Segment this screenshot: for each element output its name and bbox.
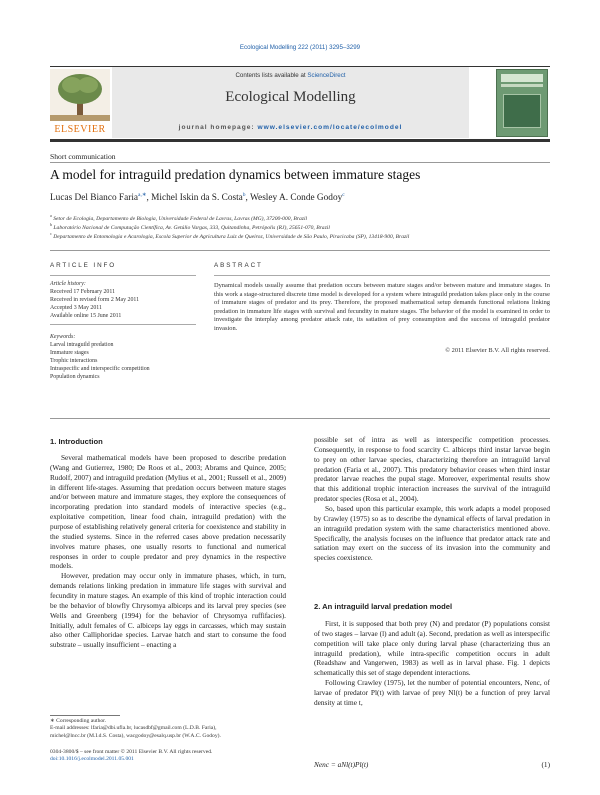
affiliation-a: $^a$ Setor de Ecologia, Departamento de Biologia, Universidade Federal de Lavras, Lavras (MG), 37200-000, Brazil	[50, 213, 308, 222]
article-info-heading: ARTICLE INFO	[50, 262, 117, 269]
abstract-heading: ABSTRACT	[214, 262, 263, 269]
author-2-affil-link[interactable]: b	[242, 192, 246, 198]
elsevier-wordmark: ELSEVIER	[54, 124, 106, 135]
email-addresses[interactable]: E-mail addresses: lfaria@dbi.ufla.br, lucasdbf@gmail.com (L.D.B. Faria),	[50, 725, 217, 732]
article-history	[50, 280, 139, 320]
keyword: Larval intraguild predation	[50, 342, 114, 348]
journal-citation[interactable]: Ecological Modelling 222 (2011) 3295–3299	[239, 44, 361, 51]
history-online: Available online 15 June 2011	[50, 313, 122, 319]
equation-1	[314, 760, 550, 769]
history-received: Received 17 February 2011	[50, 289, 116, 295]
divider	[50, 418, 550, 419]
section-type: Short communication	[50, 152, 116, 161]
contents-prefix: Contents lists available at	[235, 72, 308, 79]
keyword: Trophic interactions	[50, 358, 98, 364]
keywords-label: Keywords:	[50, 334, 76, 340]
homepage-prefix: journal homepage:	[178, 124, 258, 131]
elsevier-tree-icon	[50, 69, 110, 121]
corresponding-author-note: ∗ Corresponding author.	[50, 718, 107, 724]
introduction-text	[50, 453, 286, 650]
history-accepted: Accepted 3 May 2011	[50, 305, 102, 311]
keyword: Population dynamics	[50, 374, 100, 380]
affiliation-b: $^b$ Laboratório Nacional de Computação Científica, Av. Getúlio Vargas, 333, Quitandinha, Petrópolis (RJ), 25651-070, Brazil	[50, 222, 330, 231]
paragraph: However, predation may occur only in immature phases, which, in turn, demands relations linking predation in immature life stages with survival and fecundity in mature stages. An example of this kind of trophic interaction could be the behavior of blowfly Chrysomya albiceps and its larval prey species (see Wells and Greenberg (1994) for the behavior of Chrysomya ruffifacies). Initially, adult females of C. albiceps lay eggs in carcasses, which may sustain also other Calliphoridae species. Larvae hatch and start to consume the food substrate – usually insufficient – enacting a	[50, 571, 286, 650]
publication-info	[50, 749, 212, 764]
article-title: A model for intraguild predation dynamics between immature stages	[50, 167, 421, 182]
author-3: Wesley A. Conde Godoy	[250, 193, 343, 204]
journal-homepage	[112, 124, 469, 131]
sciencedirect-link[interactable]: ScienceDirect	[307, 72, 346, 79]
author-2: Michel Iskin da S. Costa	[151, 193, 243, 204]
divider	[50, 162, 550, 163]
author-3-affil-link[interactable]: c	[342, 192, 345, 198]
homepage-link[interactable]: www.elsevier.com/locate/ecolmodel	[257, 124, 403, 131]
history-label: Article history:	[50, 281, 86, 287]
header-band	[112, 67, 469, 138]
equation-body: Nenc = aNl(t)Pl(t)	[314, 760, 369, 769]
paragraph: Following Crawley (1975), let the number of potential encounters, Nenc, of larvae of predator Pl(t) with larvae of prey Nl(t) be a function of prey larval density at time t,	[314, 678, 550, 707]
keyword: Intraspecific and interspecific competition	[50, 366, 150, 372]
affiliation-c: $^c$ Departamento de Entomologia e Acarologia, Escola Superior de Agricultura Luiz de Queiroz, Universidade de São Paulo, Piracicaba (SP), 13418-900, Brazil	[50, 231, 410, 240]
footnote-divider	[50, 715, 120, 716]
section-heading-introduction: 1. Introduction	[50, 437, 103, 446]
contents-line	[112, 72, 469, 79]
history-revised: Received in revised form 2 May 2011	[50, 297, 140, 303]
equation-number: (1)	[541, 760, 550, 769]
section-heading-model: 2. An intraguild larval predation model	[314, 602, 453, 611]
copyright: © 2011 Elsevier B.V. All rights reserved.	[445, 347, 550, 354]
introduction-continued	[314, 435, 550, 563]
paragraph: possible set of intra as well as interspecific competition processes. Consequently, in response to food scarcity C. albiceps third instar larvae begin to prey on other larvae species, characterizing therefore an intraguild larval predation (Faria et al., 2007). This predatory behavior ceases when third instar predator larvae reaches the pupal stage. Moreover, experimental results show that this additional trophic interaction increases the survival of the intraguild predator species (Rosa et al., 2004).	[314, 435, 550, 504]
elsevier-logo	[50, 69, 110, 135]
issn-line: 0304-3800/$ – see front matter © 2011 Elsevier B.V. All rights reserved.	[50, 749, 213, 755]
keywords	[50, 333, 150, 381]
paragraph: Several mathematical models have been proposed to describe predation (Wang and Gutierrez, 1980; De Roos et al., 2003; Abrams and Quince, 2005; Rudolf, 2007) and intraguild predation (Mylius et al., 2001; Russell et al., 2009) in different life-stages. Assuming that predation occurs between mature stages and/or between mature and immature stages, they explore the consequences of incorporating predation into standard models of interactive species (e.g., exploitative competition, linear food chain, intraguild predation) with the purpose of establishing relatively general criteria for coexistence and stability in the studied systems. Since in the referred cases above predation necessarily involves mature phases, one usually resorts to functional and numerical responses in order to couple predator and prey dynamics in the respective models.	[50, 453, 286, 571]
abstract-text: Dynamical models usually assume that predation occurs between mature stages and/or between mature and immature stages. In this work a stage-structured discrete time model is developed for a system where intraguild predation takes place only in the course of immature stages of predator and its prey. Therefore, the proposed mathematical setup demands functional relations linking predation in immature life stages with survival and fecundity in mature stages. The behavior of the model is examined in order to investigate the interplay among predator attack rate, its satiation of prey consumption and the success of intraguild predator invasion.	[214, 282, 550, 332]
author-1-affil-link[interactable]: a,∗	[138, 192, 147, 198]
journal-cover-image	[496, 69, 548, 137]
footnotes	[50, 718, 221, 740]
author-1: Lucas Del Bianco Faria	[50, 193, 139, 204]
paragraph: So, based upon this particular example, this work adapts a model proposed by Crawley (1975) so as to describe the dynamical effects of larval predation in an intraguild predation system with the same characteristics mentioned above. Specifically, the analysis focuses on the influence that predator attack rate and satiation may exert on the success of its invasion into the community and species coexistence.	[314, 504, 550, 563]
email-addresses-2[interactable]: michel@lncc.br (M.I.d.S. Costa), wacgodoy@esalq.usp.br (W.A.C. Godoy).	[50, 732, 221, 739]
divider	[50, 250, 550, 251]
doi-link[interactable]: doi:10.1016/j.ecolmodel.2011.05.001	[50, 756, 134, 763]
keyword: Immature stages	[50, 350, 89, 356]
paragraph: First, it is supposed that both prey (N) and predator (P) populations consist of two stages – larvae (l) and adult (a). Second, predation as well as interspecific competition will take place only during larval phase (characterizing thus an intraguild predation), while intra-specific competition occurs in adult (Readshaw and Vangerwen, 1983) as well as in larval phase. Fig. 1 depicts schematically this set of stage dependent interactions.	[314, 619, 550, 678]
journal-title: Ecological Modelling	[225, 89, 356, 105]
journal-header	[50, 66, 550, 142]
author-list: Lucas Del Bianco Faria$^{a,∗}$, Michel Iskin da S. Costa$^b$, Wesley A. Conde Godoy$^c$	[50, 192, 345, 204]
model-text	[314, 619, 550, 708]
